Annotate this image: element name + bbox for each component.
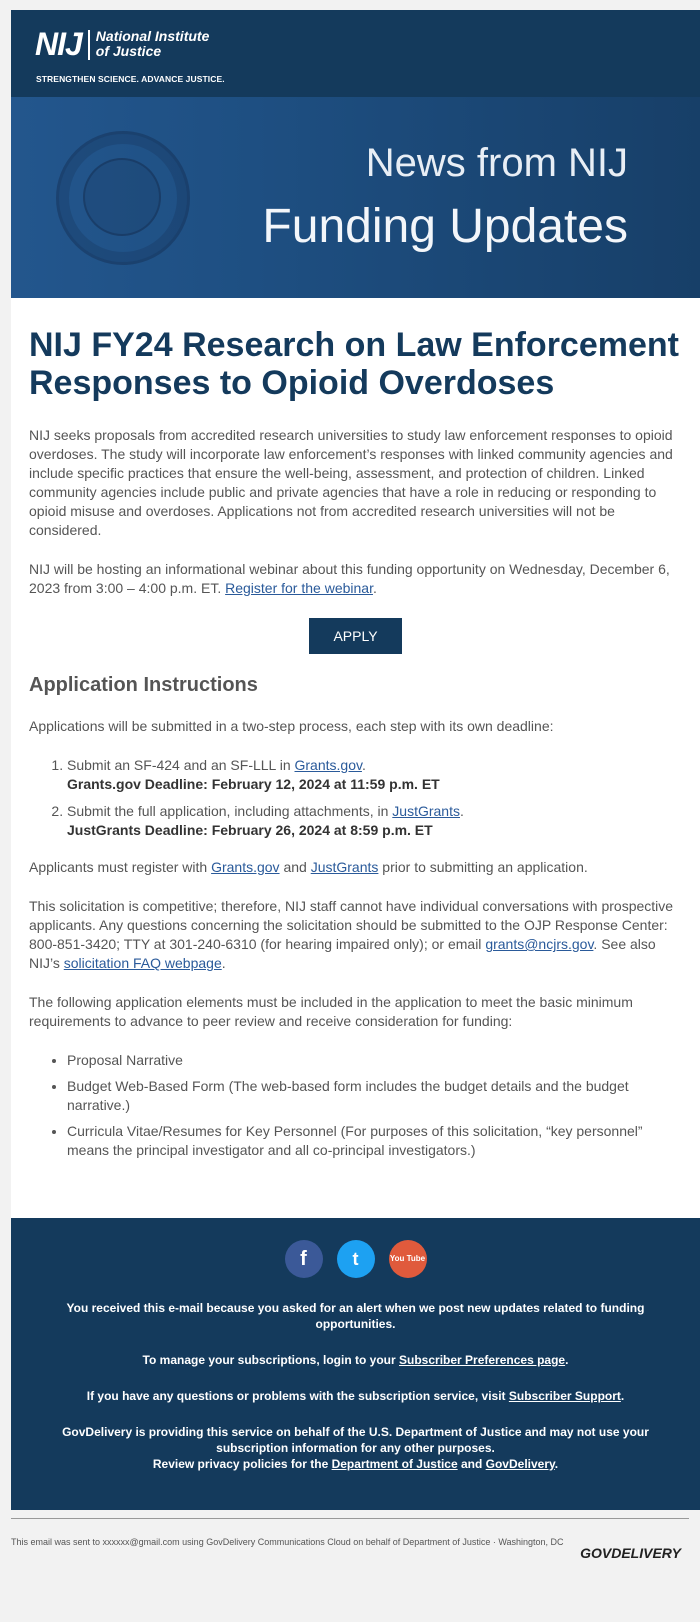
grants-gov-link[interactable]: Grants.gov [211, 859, 280, 875]
govdelivery-privacy-link[interactable]: GovDelivery [485, 1457, 555, 1471]
nij-header [11, 10, 700, 97]
apply-button[interactable]: APPLY [309, 618, 401, 654]
hero-subtitle: News from NIJ [365, 141, 628, 185]
received-notice: You received this e-mail because you asked for an alert when we post new updates related to funding opportunities. [66, 1301, 645, 1331]
nij-logo[interactable] [35, 26, 225, 84]
bottom-bar [11, 1518, 689, 1561]
step-item: 1. Submit an SF-424 and an SF-LLL in Grants.gov. Grants.gov Deadline: February 12, 2024 at 11:59 p.m. ET [67, 756, 682, 794]
list-item: • Curricula Vitae/Resumes for Key Personnel (For purposes of this solicitation, “key personnel” means the principal investigator and all co-principal investigators.) [67, 1122, 682, 1160]
elements-list [29, 1051, 682, 1160]
hero-banner [11, 97, 700, 298]
email-container [11, 10, 700, 1510]
list-item: • Proposal Narrative [67, 1051, 682, 1070]
logo-name: National Institute of Justice [95, 28, 210, 59]
webinar-link[interactable]: Register for the webinar [225, 580, 373, 596]
doj-seal-icon [56, 131, 190, 265]
grants-gov-link[interactable]: Grants.gov [294, 757, 362, 773]
step-item: 2. Submit the full application, including attachments, in JustGrants. JustGrants Deadline: February 26, 2024 at 8:59 p.m. ET [67, 802, 682, 840]
youtube-icon[interactable]: You Tube [389, 1240, 427, 1278]
webinar-paragraph: NIJ will be hosting an informational webinar about this funding opportunity on Wednesday, December 6, 2023 from 3:00 – 4:00 p.m. ET. Register for the webinar. [29, 561, 670, 596]
facebook-icon[interactable]: f [285, 1240, 323, 1278]
article-title: NIJ FY24 Research on Law Enforcement Responses to Opioid Overdoses [29, 326, 679, 402]
instructions-heading: Application Instructions [29, 674, 258, 696]
competitive-paragraph: This solicitation is competitive; therefore, NIJ staff cannot have individual conversations with prospective applicants. Any questions concerning the solicitation should be submitted to the OJP Response Center: 800-851-3420; TTY at 301-240-6310 (for hearing impaired only); or email grants@ncjrs.gov. See also NIJ’s solicitation FAQ webpage. [29, 898, 674, 971]
govdelivery-logo[interactable]: GOVDELIVERY [580, 1545, 681, 1561]
subscriber-support-link[interactable]: Subscriber Support [508, 1389, 621, 1403]
email-link[interactable]: grants@ncjrs.gov [485, 936, 594, 952]
list-item: • Budget Web-Based Form (The web-based form includes the budget details and the budget narrative.) [67, 1077, 682, 1115]
logo-tagline: STRENGTHEN SCIENCE. ADVANCE JUSTICE. [36, 74, 225, 84]
logo-divider [88, 30, 90, 60]
govdelivery-notice: GovDelivery is providing this service on behalf of the U.S. Department of Justice and may not use your subscription information for any other purposes. Review privacy policies for the Department of Justice and GovDelivery. [62, 1425, 649, 1471]
sent-notice: This email was sent to xxxxxx@gmail.com using GovDelivery Communications Cloud on behalf of Department of Justice · Washington, DC [11, 1537, 564, 1547]
steps-list [29, 756, 682, 840]
logo-mark: NIJ [35, 26, 82, 62]
step-deadline: JustGrants Deadline: February 26, 2024 at 8:59 p.m. ET [67, 822, 433, 838]
step-deadline: Grants.gov Deadline: February 12, 2024 at 11:59 p.m. ET [67, 776, 440, 792]
email-footer [11, 1218, 700, 1510]
doj-privacy-link[interactable]: Department of Justice [331, 1457, 458, 1471]
manage-notice: To manage your subscriptions, login to your Subscriber Preferences page. [142, 1353, 569, 1367]
instructions-intro: Applications will be submitted in a two-step process, each step with its own deadline: [29, 718, 554, 734]
justgrants-link[interactable]: JustGrants [310, 859, 379, 875]
support-notice: If you have any questions or problems with the subscription service, visit Subscriber Support. [86, 1389, 625, 1403]
main-content [11, 298, 700, 1218]
twitter-icon[interactable]: t [337, 1240, 375, 1278]
justgrants-link[interactable]: JustGrants [392, 803, 460, 819]
hero-title: Funding Updates [262, 200, 628, 253]
social-links [31, 1240, 680, 1278]
faq-link[interactable]: solicitation FAQ webpage [63, 955, 222, 971]
intro-paragraph: NIJ seeks proposals from accredited research universities to study law enforcement responses to opioid overdoses. The study will incorporate law enforcement’s responses with linked community agencies and include specific practices that ensure the well-being, assessment, and protection of children. Linked community agencies include public and private agencies that have a role in reducing or responding to opioid misuse and overdoses. Applications not from accredited research universities will not be considered. [29, 427, 673, 538]
subscriber-preferences-link[interactable]: Subscriber Preferences page [399, 1353, 566, 1367]
register-paragraph: Applicants must register with Grants.gov and JustGrants prior to submitting an application. [29, 859, 588, 875]
elements-paragraph: The following application elements must be included in the application to meet the basic minimum requirements to advance to peer review and receive consideration for funding: [29, 994, 633, 1029]
